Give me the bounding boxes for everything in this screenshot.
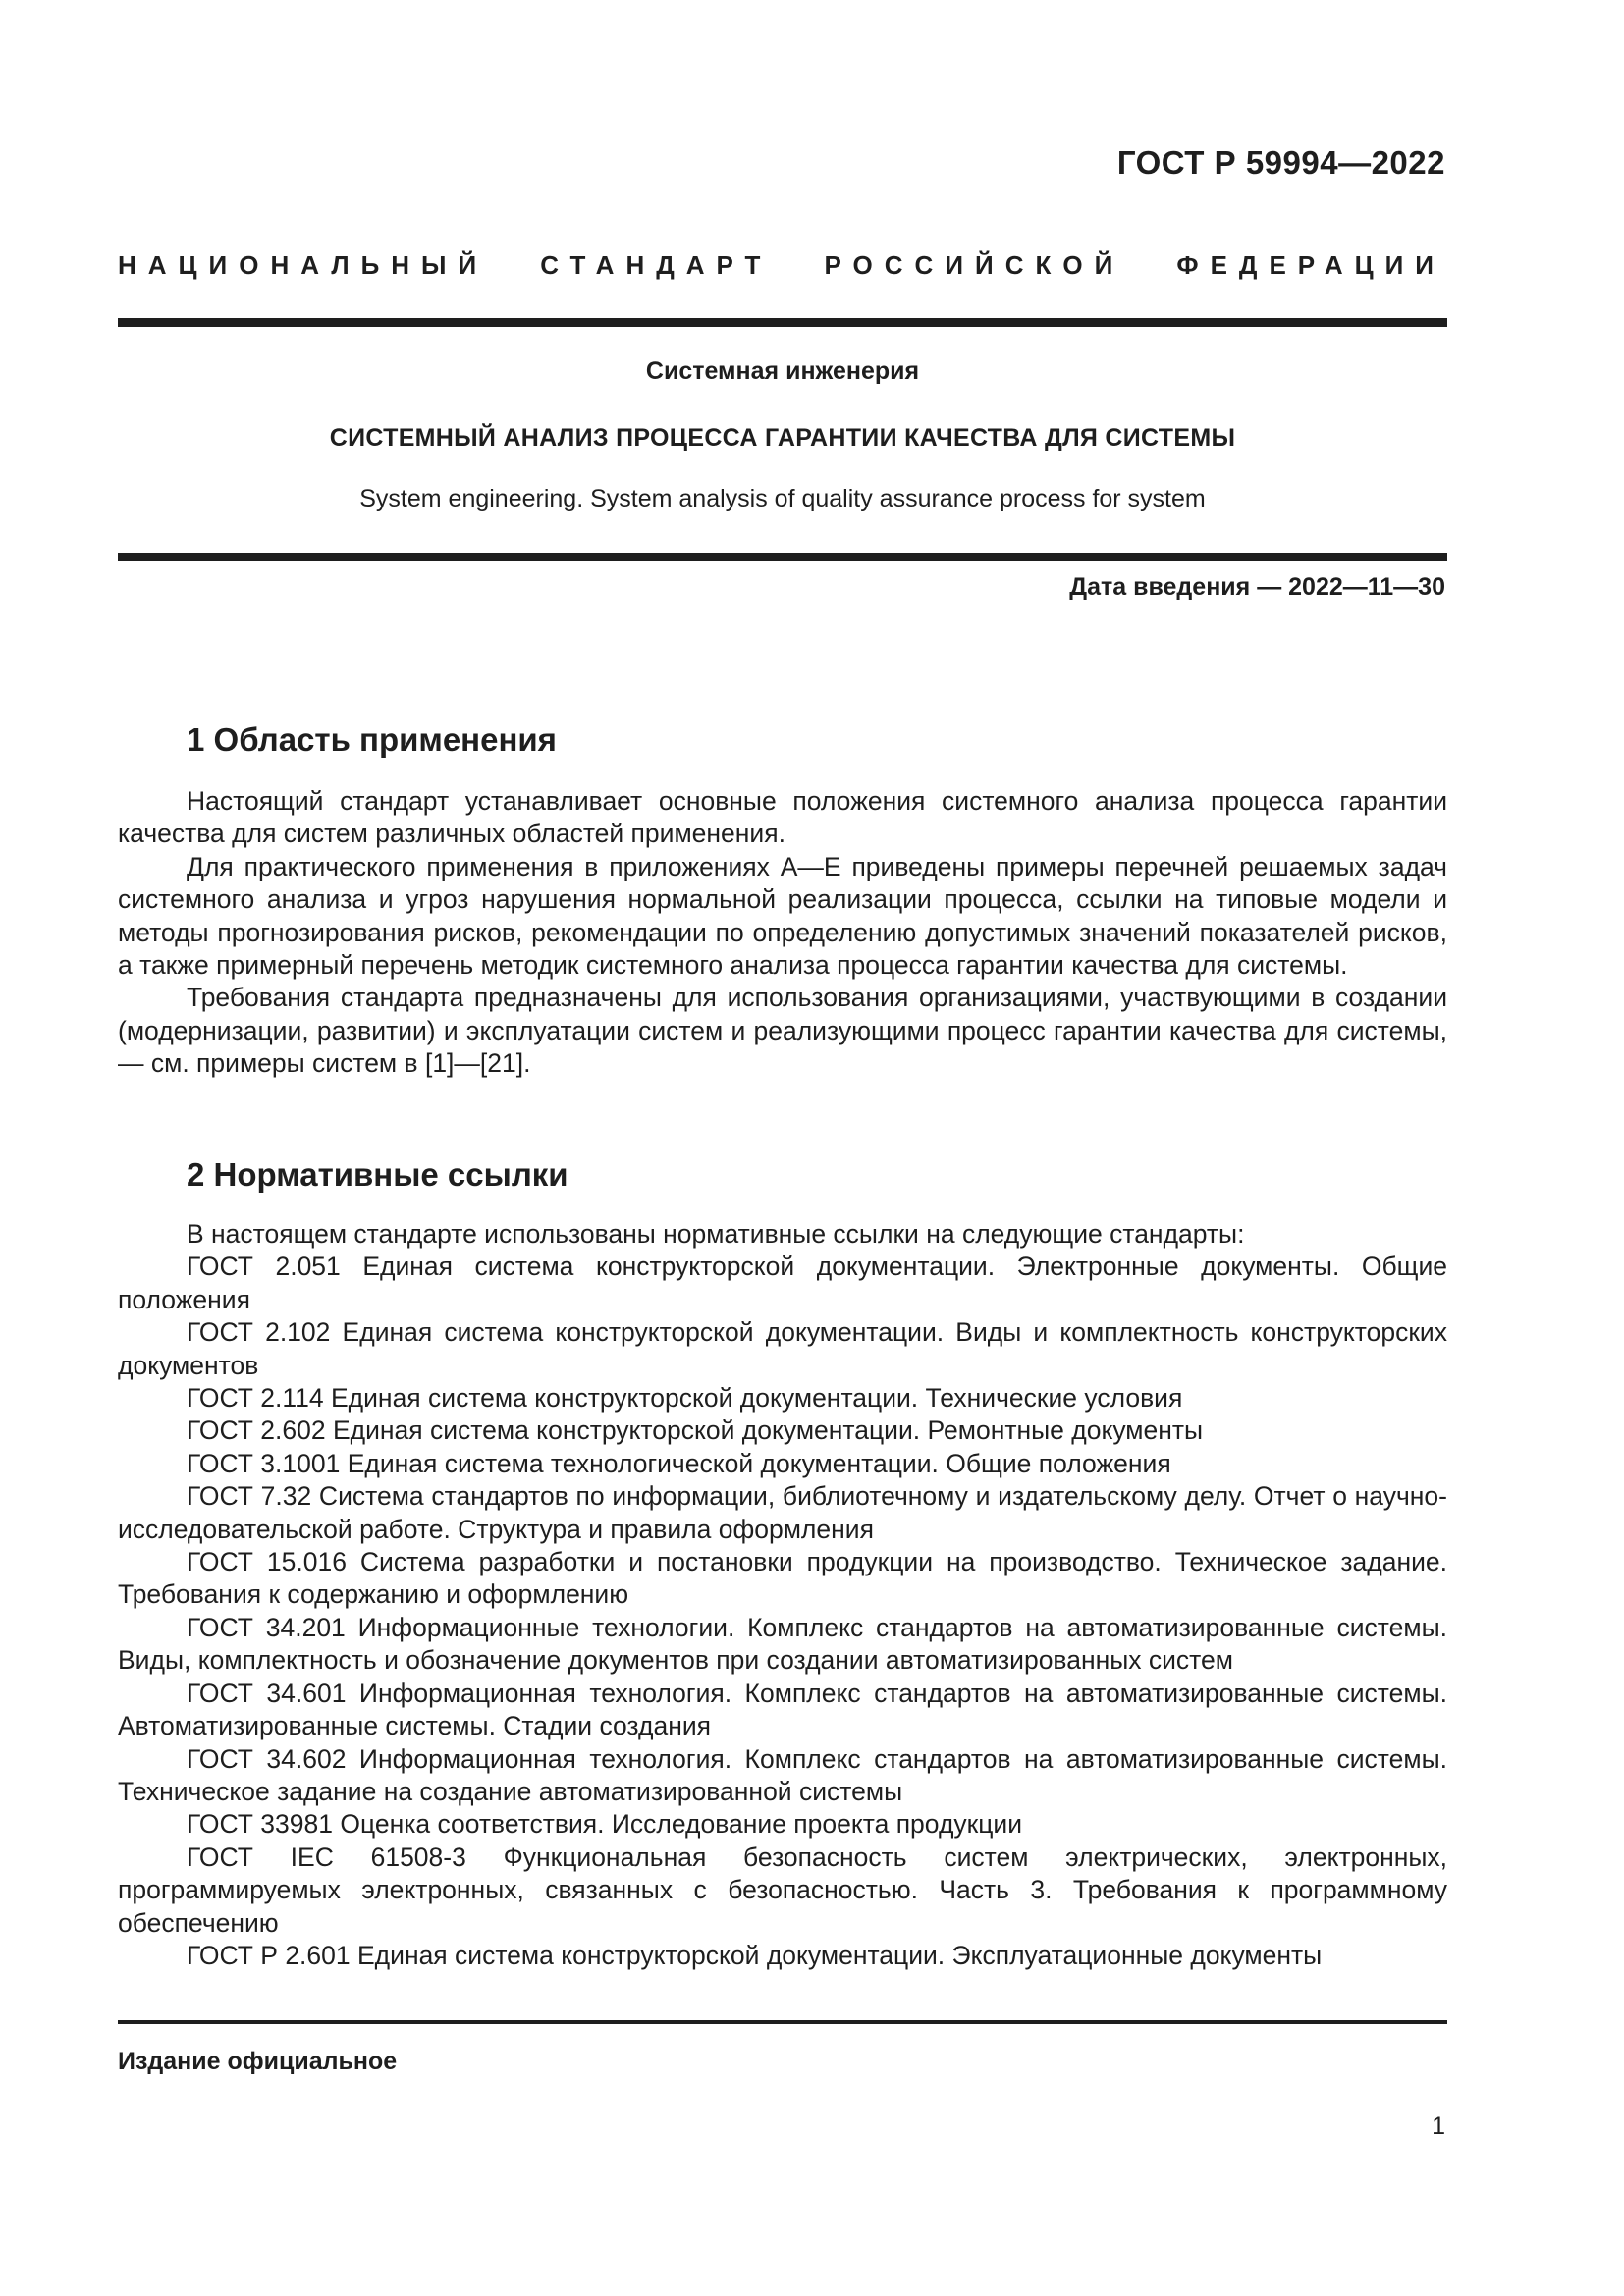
reference-item: ГОСТ 2.114 Единая система конструкторской документации. Технические условия <box>187 1383 1183 1414</box>
document-title-ru: СИСТЕМНЫЙ АНАЛИЗ ПРОЦЕССА ГАРАНТИИ КАЧЕСТВА ДЛЯ СИСТЕМЫ <box>329 424 1236 452</box>
paragraph: Требования стандарта предназначены для использования организациями, участвующими в создании (модернизации, развитии) и эксплуатации систем и реализующими процесс гарантии качества для системы, — см. примеры систем в [1]—[21]. <box>118 983 1447 1079</box>
reference-item: ГОСТ Р 2.601 Единая система конструкторской документации. Эксплуатационные документы <box>187 1940 1323 1970</box>
top-divider <box>118 318 1447 327</box>
section-2-heading: 2 Нормативные ссылки <box>187 1156 568 1193</box>
paragraph: Для практического применения в приложениях А—Е приведены примеры перечней решаемых задач системного анализа и угроз нарушения нормальной реализации процесса, ссылки на типовые модели и методы прогнозирования рисков, рекомендации по определению допустимых значений показателей рисков, а также примерный перечень методик системного анализа процесса гарантии качества для системы. <box>118 851 1447 981</box>
reference-item: ГОСТ 34.201 Информационные технологии. Комплекс стандартов на автоматизированные системы. Виды, комплектность и обозначение документов при создании автоматизированных систем <box>118 1612 1447 1676</box>
reference-item: ГОСТ 34.601 Информационная технология. Комплекс стандартов на автоматизированные системы. Автоматизированные системы. Стадии создания <box>118 1678 1447 1741</box>
paragraph: Настоящий стандарт устанавливает основные положения системного анализа процесса гарантии качества для систем различных областей применения. <box>118 786 1447 849</box>
page-number: 1 <box>1432 2112 1445 2140</box>
footer-divider <box>118 2020 1447 2024</box>
document-title-en: System engineering. System analysis of quality assurance process for system <box>359 485 1206 512</box>
document-code: ГОСТ Р 59994—2022 <box>1116 144 1445 181</box>
section-1-body <box>118 785 1447 1081</box>
reference-item: ГОСТ 15.016 Система разработки и постановки продукции на производство. Техническое задание. Требования к содержанию и оформлению <box>118 1547 1447 1610</box>
reference-item: ГОСТ 34.602 Информационная технология. Комплекс стандартов на автоматизированные системы. Техническое задание на создание автоматизированной системы <box>118 1743 1447 1806</box>
reference-item: ГОСТ 7.32 Система стандартов по информации, библиотечному и издательскому делу. Отчет о научно-исследовательской работе. Структура и правила оформления <box>118 1481 1447 1544</box>
paragraph: В настоящем стандарте использованы нормативные ссылки на следующие стандарты: <box>187 1219 1245 1249</box>
reference-item: ГОСТ 2.602 Единая система конструкторской документации. Ремонтные документы <box>187 1415 1204 1446</box>
reference-item: ГОСТ 33981 Оценка соответствия. Исследование проекта продукции <box>187 1809 1023 1840</box>
introduction-date: Дата введения — 2022—11—30 <box>1069 573 1445 601</box>
national-standard-banner: НАЦИОНАЛЬНЫЙ СТАНДАРТ РОССИЙСКОЙ ФЕДЕРАЦИИ <box>118 250 1445 280</box>
title-divider <box>118 553 1447 561</box>
reference-item: ГОСТ 3.1001 Единая система технологической документации. Общие положения <box>187 1448 1171 1478</box>
document-subject: Системная инженерия <box>645 357 920 385</box>
official-edition-label: Издание официальное <box>118 2048 398 2075</box>
section-2-body <box>118 1218 1447 1972</box>
section-1-heading: 1 Область применения <box>187 721 557 758</box>
reference-item: ГОСТ IEC 61508-3 Функциональная безопасность систем электрических, электронных, программируемых электронных, связанных с безопасностью. Часть 3. Требования к программному обеспечению <box>118 1842 1447 1938</box>
reference-item: ГОСТ 2.051 Единая система конструкторской документации. Электронные документы. Общие положения <box>118 1252 1447 1314</box>
reference-item: ГОСТ 2.102 Единая система конструкторской документации. Виды и комплектность конструкторских документов <box>118 1317 1447 1380</box>
